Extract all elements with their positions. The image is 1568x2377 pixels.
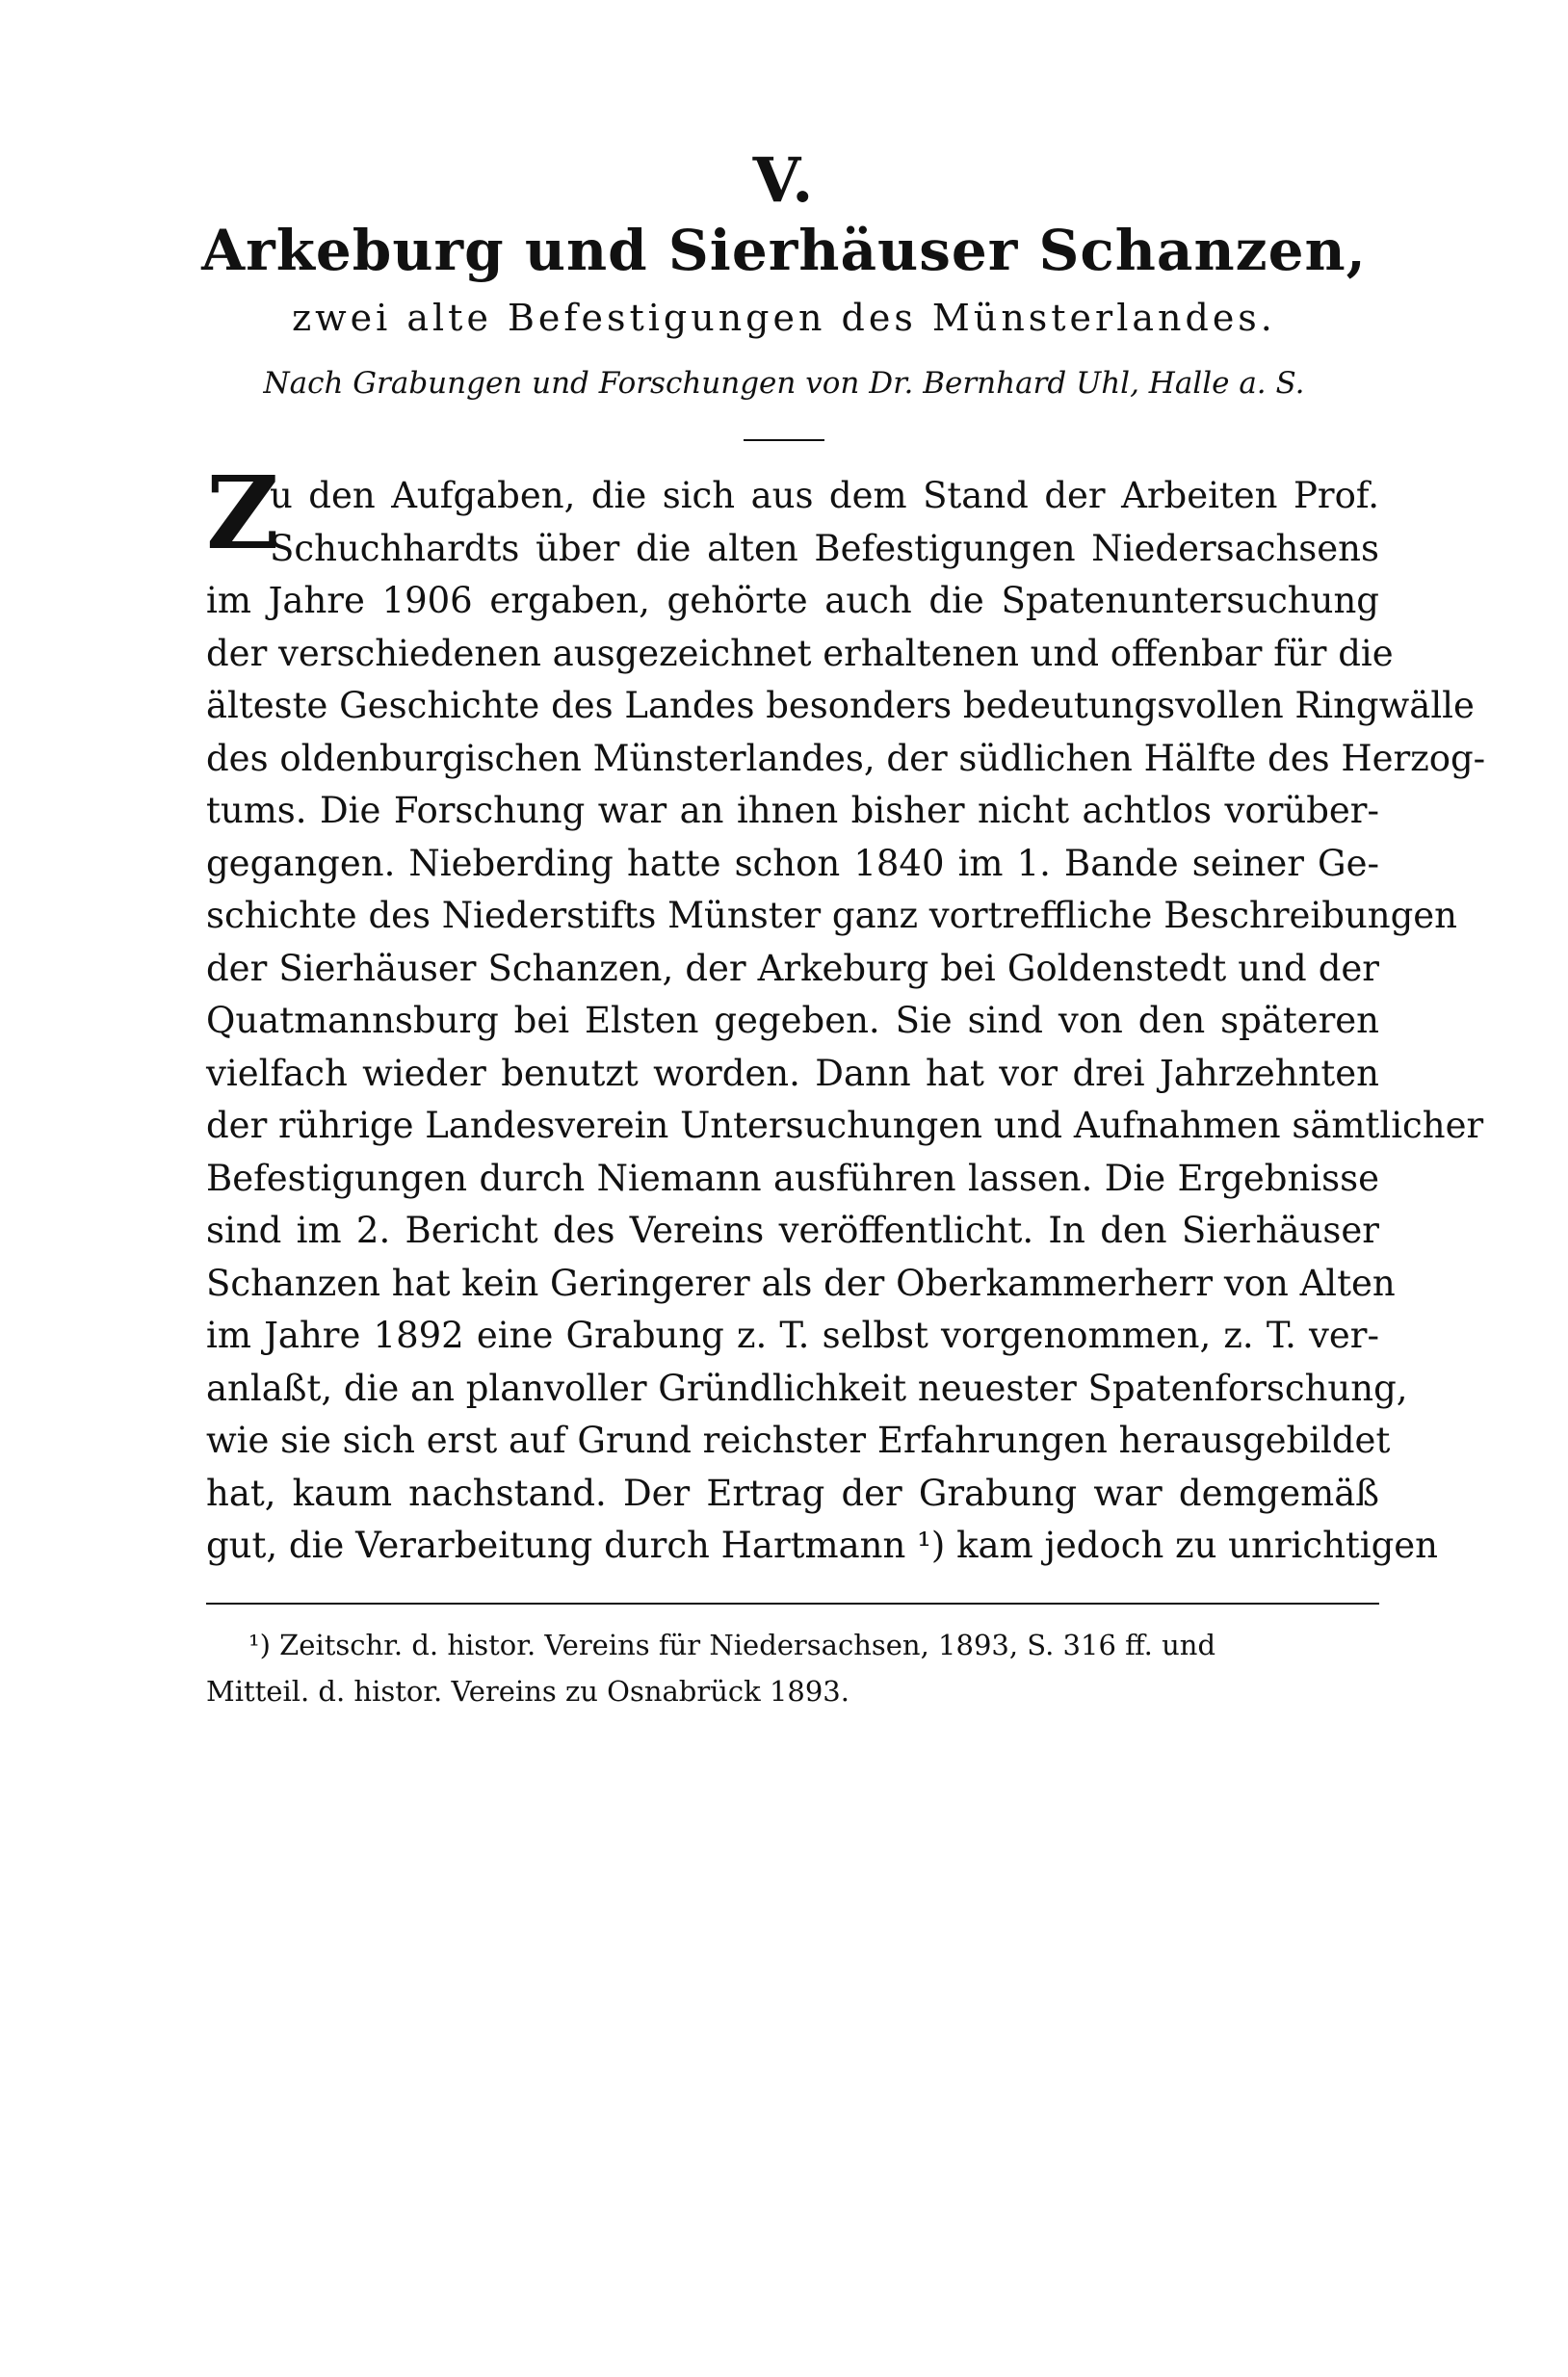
body-line: vielfach wieder benutzt worden. Dann hat vor drei Jahrzehnten <box>206 1052 1379 1094</box>
body-line: der Sierhäuser Schanzen, der Arkeburg bei Goldenstedt und der <box>206 947 1379 989</box>
body-text <box>206 470 1486 1573</box>
footnotes <box>206 1622 1379 1714</box>
body-line: anlaßt, die an planvoller Gründlichkeit neuester Spatenforschung, <box>206 1367 1408 1409</box>
body-line: u den Aufgaben, die sich aus dem Stand der Arbeiten Prof. <box>270 475 1379 516</box>
author-byline: Nach Grabungen und Forschungen von Dr. Bernhard Uhl, Halle a. S. <box>263 366 1305 401</box>
body-line: hat, kaum nachstand. Der Ertrag der Grabung war demgemäß <box>206 1472 1379 1514</box>
body-line: Schanzen hat kein Geringerer als der Oberkammerherr von Alten <box>206 1262 1396 1304</box>
body-line: Befestigungen durch Niemann ausführen lassen. Die Ergebnisse <box>206 1157 1379 1199</box>
title-divider <box>744 439 824 441</box>
body-line: der rührige Landesverein Untersuchungen und Aufnahmen sämtlicher <box>206 1105 1484 1146</box>
body-line: des oldenburgischen Münsterlandes, der südlichen Hälfte des Herzog- <box>206 737 1486 779</box>
body-line: gut, die Verarbeitung durch Hartmann ¹) kam jedoch zu unrichtigen <box>206 1525 1439 1566</box>
body-line: im Jahre 1906 ergaben, gehörte auch die Spatenuntersuchung <box>206 580 1379 621</box>
footnote-divider <box>206 1603 1379 1605</box>
chapter-title: Arkeburg und Sierhäuser Schanzen, <box>201 218 1367 283</box>
chapter-number: V. <box>752 144 816 217</box>
body-line: wie sie sich erst auf Grund reichster Erfahrungen herausgebildet <box>206 1420 1391 1461</box>
body-line: schichte des Niederstifts Münster ganz vortreffliche Beschreibungen <box>206 895 1458 936</box>
body-line: im Jahre 1892 eine Grabung z. T. selbst vorgenommen, z. T. ver- <box>206 1315 1379 1356</box>
body-line: älteste Geschichte des Landes besonders bedeutungsvollen Ringwälle <box>206 685 1475 726</box>
footnote-line: ¹) Zeitschr. d. histor. Vereins für Niedersachsen, 1893, S. 316 ff. und <box>248 1629 1216 1661</box>
footnote-line: Mitteil. d. histor. Vereins zu Osnabrück 1893. <box>206 1675 849 1708</box>
body-line: der verschiedenen ausgezeichnet erhaltenen und offenbar für die <box>206 632 1394 674</box>
body-line: gegangen. Nieberding hatte schon 1840 im 1. Bande seiner Ge- <box>206 842 1379 884</box>
body-line: sind im 2. Bericht des Vereins veröffentlicht. In den Sierhäuser <box>206 1210 1379 1251</box>
chapter-subtitle: zwei alte Befestigungen des Münsterlandes. <box>292 297 1276 339</box>
body-line: Schuchhardts über die alten Befestigungen Niedersachsens <box>270 527 1379 569</box>
body-line: tums. Die Forschung war an ihnen bisher nicht achtlos vorüber- <box>206 790 1379 831</box>
body-line: Quatmannsburg bei Elsten gegeben. Sie sind von den späteren <box>206 1000 1379 1041</box>
drop-cap: Z <box>206 454 279 572</box>
